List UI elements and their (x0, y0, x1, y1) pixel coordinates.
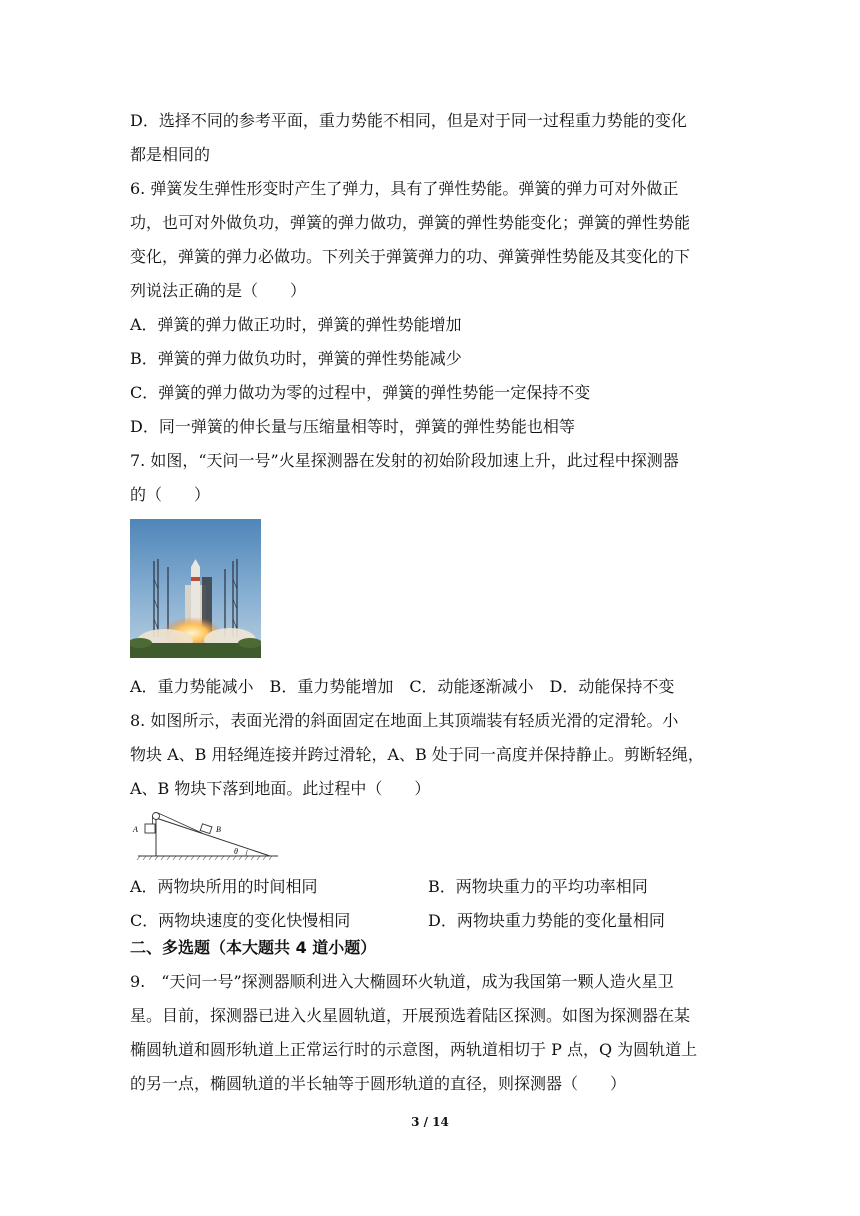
q8-stem-line2: 物块 A、B 用轻绳连接并跨过滑轮，A、B 处于同一高度并保持静止。剪断轻绳， (130, 745, 704, 764)
q8-stem-line3: A、B 物块下落到地面。此过程中（ ） (130, 779, 431, 798)
q6-stem-line3: 变化，弹簧的弹力必做功。下列关于弹簧弹力的功、弹簧弹性势能及其变化的下 (130, 247, 691, 266)
section-title-multiple-choice: 二、多选题（本大题共 4 道小题） (130, 938, 377, 957)
q8-option-c: C．两物块速度的变化快慢相同 (130, 911, 351, 930)
page-number: 3 / 14 (411, 1115, 449, 1129)
q8-option-b: B．两物块重力的平均功率相同 (428, 877, 648, 896)
q9-stem-line2: 星。目前，探测器已进入火星圆轨道，开展预选着陆区探测。如图为探测器在某 (130, 1006, 691, 1025)
q6-option-a: A．弹簧的弹力做正功时，弹簧的弹性势能增加 (130, 315, 462, 334)
q8-stem-line1: 8. 如图所示，表面光滑的斜面固定在地面上其顶端装有轻质光滑的定滑轮。小 (130, 711, 679, 730)
q6-stem-line4: 列说法正确的是（ ） (130, 281, 307, 300)
q5-option-d-line1: D．选择不同的参考平面，重力势能不相同，但是对于同一过程重力势能的变化 (130, 111, 687, 130)
q5-option-d-line2: 都是相同的 (130, 145, 211, 164)
incline-pulley-diagram (130, 810, 280, 862)
label-theta: θ (234, 847, 238, 856)
q7-options: A．重力势能减小 B．重力势能增加 C．动能逐渐减小 D．动能保持不变 (130, 677, 675, 696)
q6-option-d: D．同一弹簧的伸长量与压缩量相等时，弹簧的弹性势能也相等 (130, 417, 575, 436)
q9-stem-line4: 的另一点，椭圆轨道的半长轴等于圆形轨道的直径，则探测器（ ） (130, 1074, 627, 1093)
q9-stem-line1: 9. “天问一号”探测器顺利进入大椭圆环火轨道，成为我国第一颗人造火星卫 (130, 972, 674, 991)
q6-stem-line2: 功，也可对外做负功，弹簧的弹力做功，弹簧的弹性势能变化；弹簧的弹性势能 (130, 213, 691, 232)
q6-stem-line1: 6. 弹簧发生弹性形变时产生了弹力，具有了弹性势能。弹簧的弹力可对外做正 (130, 179, 679, 198)
q8-option-d: D．两物块重力势能的变化量相同 (428, 911, 665, 930)
q6-option-b: B．弹簧的弹力做负功时，弹簧的弹性势能减少 (130, 349, 462, 368)
q7-stem-line1: 7. 如图，“天问一号”火星探测器在发射的初始阶段加速上升，此过程中探测器 (130, 451, 679, 470)
label-a: A (133, 825, 138, 834)
label-b: B (216, 825, 221, 834)
q6-option-c: C．弹簧的弹力做功为零的过程中，弹簧的弹性势能一定保持不变 (130, 383, 591, 402)
q8-option-a: A．两物块所用的时间相同 (130, 877, 318, 896)
rocket-launch-photo (130, 519, 261, 658)
q7-stem-line2: 的（ ） (130, 485, 211, 504)
q9-stem-line3: 椭圆轨道和圆形轨道上正常运行时的示意图，两轨道相切于 P 点，Q 为圆轨道上 (130, 1040, 698, 1059)
